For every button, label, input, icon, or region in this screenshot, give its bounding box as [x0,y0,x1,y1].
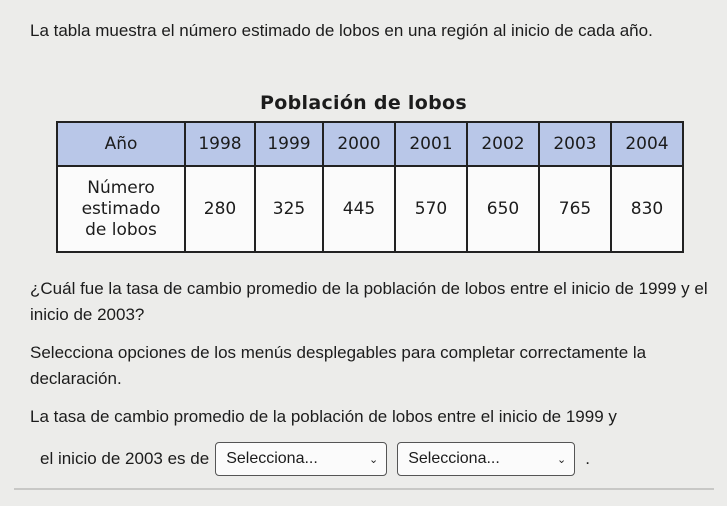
value-cell: 765 [539,166,611,252]
dropdown-selected-value: Selecciona... [226,450,318,467]
answer-statement [40,442,590,476]
year-cell: 2003 [539,122,611,166]
table-title: Población de lobos [260,92,467,114]
year-cell: 1998 [185,122,255,166]
year-cell: 2001 [395,122,467,166]
value-cell: 325 [255,166,323,252]
year-cell: 2000 [323,122,395,166]
value-cell: 830 [611,166,683,252]
year-cell: 2002 [467,122,539,166]
rate-unit-dropdown[interactable] [397,442,575,476]
instruction-text: Selecciona opciones de los menús desplegables para completar correctamente la declaración. [30,343,647,388]
table-header-row [57,122,683,166]
intro-text: La tabla muestra el número estimado de lobos en una región al inicio de cada año. [30,21,653,40]
question-text: ¿Cuál fue la tasa de cambio promedio de la población de lobos entre el inicio de 1999 y el inicio de 2003? [30,279,708,324]
row-label-line: de lobos [85,219,157,240]
table-data-row [57,166,683,252]
year-cell: 2004 [611,122,683,166]
chevron-down-icon: ⌄ [368,453,379,466]
header-label-cell: Año [57,122,185,166]
statement-line-2: el inicio de 2003 es de [40,449,210,468]
divider [14,488,714,490]
wolf-population-table [56,121,684,253]
row-label-line: Número [87,177,155,198]
chevron-down-icon: ⌄ [556,453,567,466]
year-cell: 1999 [255,122,323,166]
value-cell: 445 [323,166,395,252]
dropdown-selected-value: Selecciona... [408,450,500,467]
statement-line-1: La tasa de cambio promedio de la población de lobos entre el inicio de 1999 y [30,407,617,426]
value-cell: 650 [467,166,539,252]
rate-value-dropdown[interactable] [215,442,387,476]
row-label-line: estimado [81,198,161,219]
row-label-cell [57,166,185,252]
statement-period: . [585,449,590,468]
value-cell: 280 [185,166,255,252]
value-cell: 570 [395,166,467,252]
